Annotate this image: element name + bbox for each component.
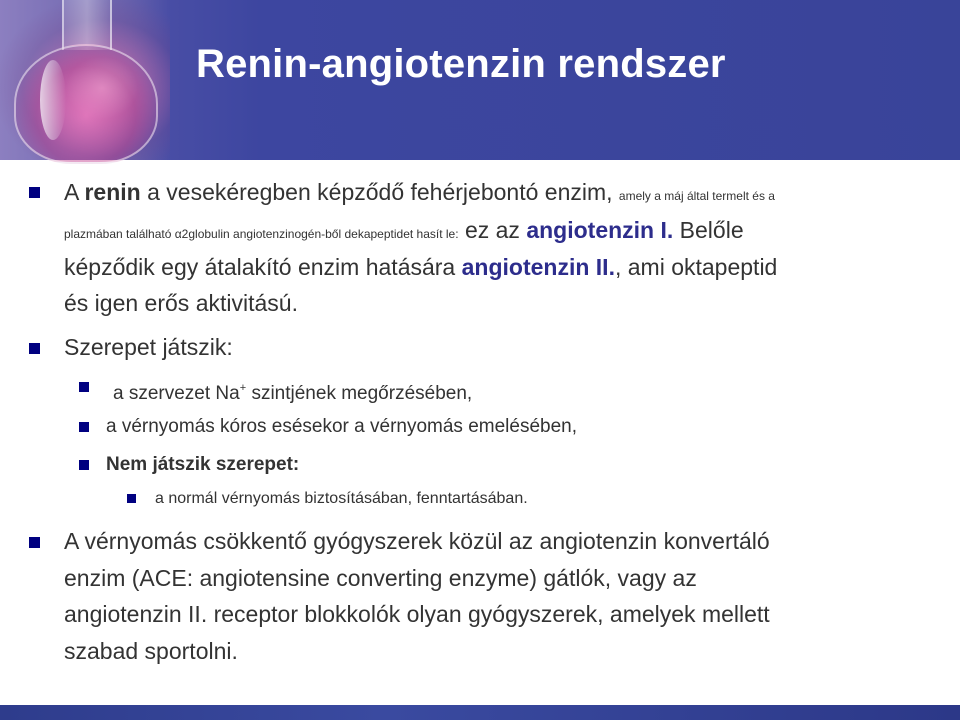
sub-bullet-square-icon bbox=[79, 382, 89, 392]
bullet2-label: Szerepet játszik: bbox=[64, 334, 233, 360]
bullet1-line3 bbox=[64, 250, 777, 284]
small-note: amely a máj által termelt és a bbox=[618, 189, 775, 203]
text-segment: , ami oktapeptid bbox=[614, 254, 778, 280]
bullet-square-icon bbox=[29, 343, 40, 354]
bullet1-line1 bbox=[64, 175, 775, 213]
bullet-square-icon bbox=[29, 537, 40, 548]
bullet-square-icon bbox=[29, 187, 40, 198]
bullet1-line4: és igen erős aktivitású. bbox=[64, 290, 298, 316]
bullet1-line2 bbox=[64, 213, 744, 251]
term-renin: renin bbox=[84, 179, 141, 205]
superscript-plus: + bbox=[239, 382, 247, 394]
text-segment: ez az bbox=[458, 217, 527, 243]
bullet3-line: angiotenzin II. receptor blokkolók olyan gyógyszerek, amelyek mellett bbox=[64, 601, 770, 627]
text-segment: a szervezet Na bbox=[113, 383, 240, 404]
term-angiotensin-2: angiotenzin II. bbox=[461, 254, 615, 280]
sub-sub-item: a normál vérnyomás biztosításában, fenntartásában. bbox=[155, 490, 528, 507]
text-segment: A bbox=[64, 179, 85, 205]
small-note: plazmában található α2globulin angiotenzinogén-ből dekapeptidet hasít le: bbox=[64, 227, 459, 241]
sub-item-heading: Nem játszik szerepet: bbox=[106, 454, 300, 475]
sub-bullet-square-icon bbox=[79, 460, 89, 470]
bullet3-line: A vérnyomás csökkentő gyógyszerek közül az angiotenzin konvertáló bbox=[64, 528, 770, 554]
sub-item: a vérnyomás kóros esésekor a vérnyomás emelésében, bbox=[106, 416, 578, 437]
text-segment: képződik egy átalakító enzim hatására bbox=[64, 254, 462, 280]
bottom-bar bbox=[0, 705, 960, 720]
term-angiotensin-1: angiotenzin I. bbox=[526, 217, 674, 243]
sub-item bbox=[113, 374, 472, 408]
text-segment: a vesekéregben képződő fehérjebontó enzim, bbox=[140, 179, 619, 205]
sub-sub-bullet-square-icon bbox=[127, 494, 136, 503]
slide-title: Renin-angiotenzin rendszer bbox=[196, 42, 726, 86]
sub-bullet-square-icon bbox=[79, 422, 89, 432]
bullet3-line: szabad sportolni. bbox=[64, 638, 238, 664]
text-segment: szintjének megőrzésében, bbox=[246, 383, 473, 404]
bullet3-line: enzim (ACE: angiotensine converting enzyme) gátlók, vagy az bbox=[64, 565, 697, 591]
text-segment: Belőle bbox=[673, 217, 744, 243]
